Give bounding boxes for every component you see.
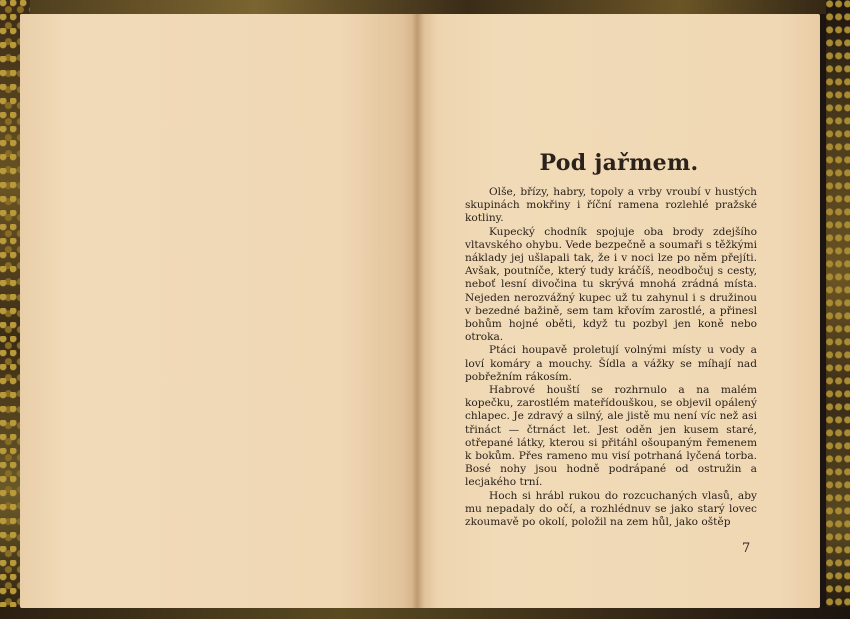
book-cover-edge-bottom (0, 607, 850, 619)
paragraph: Habrové houští se rozhrnulo a na malém kopečku, zarostlém mateřídouškou, se objevil opálený chlapec. Je zdravý a silný, ale jistě mu není víc než asi třináct — čtrnáct let. Jest oděn jen kusem staré, otřepané látky, kterou si přitáhl ošoupaným řemenem k bokům. Přes rameno mu visí potrhaná lyčená torba. Bosé nohy jsou hodně podrápané od ostružin a lecjakého trní. (465, 384, 757, 489)
book-cover-edge-top (0, 0, 850, 14)
book-cover-edge-right (826, 0, 850, 619)
book-gutter (412, 14, 424, 608)
left-page-blank (20, 14, 418, 608)
paragraph: Ptáci houpavě proletují volnými místy u vody a loví komáry a mouchy. Šídla a vážky se míhají nad pobřežním rákosím. (465, 344, 757, 383)
chapter-title: Pod jařmem. (539, 150, 699, 176)
body-text (465, 186, 757, 529)
paragraph: Hoch si hrábl rukou do rozcuchaných vlasů, aby mu nepadaly do očí, a rozhlédnuv se jako starý lovec zkoumavě po okolí, položil na zem hůl, jako oštěp (465, 489, 757, 529)
page-number: 7 (742, 541, 751, 556)
paragraph: Olše, břízy, habry, topoly a vrby vroubí v hustých skupinách mokřiny i říční ramena rozlehlé pražské kotliny. (465, 186, 757, 225)
paragraph: Kupecký chodník spojuje oba brody zdejšího vltavského ohybu. Vede bezpečně a soumaři s těžkými náklady jej ušlapali tak, že i v noci lze po něm přejíti. Avšak, poutníče, který tudy kráčíš, neodbočuj s cesty, neboť lesní divočina tu skrývá mnohá zrádná místa. Nejeden nerozvážný kupec už tu zahynul i s družinou v bezedné bažině, sem tam křovím zarostlé, a přinesl bohům hojné oběti, když tu pozbyl jen koně nebo otroka. (465, 225, 757, 344)
